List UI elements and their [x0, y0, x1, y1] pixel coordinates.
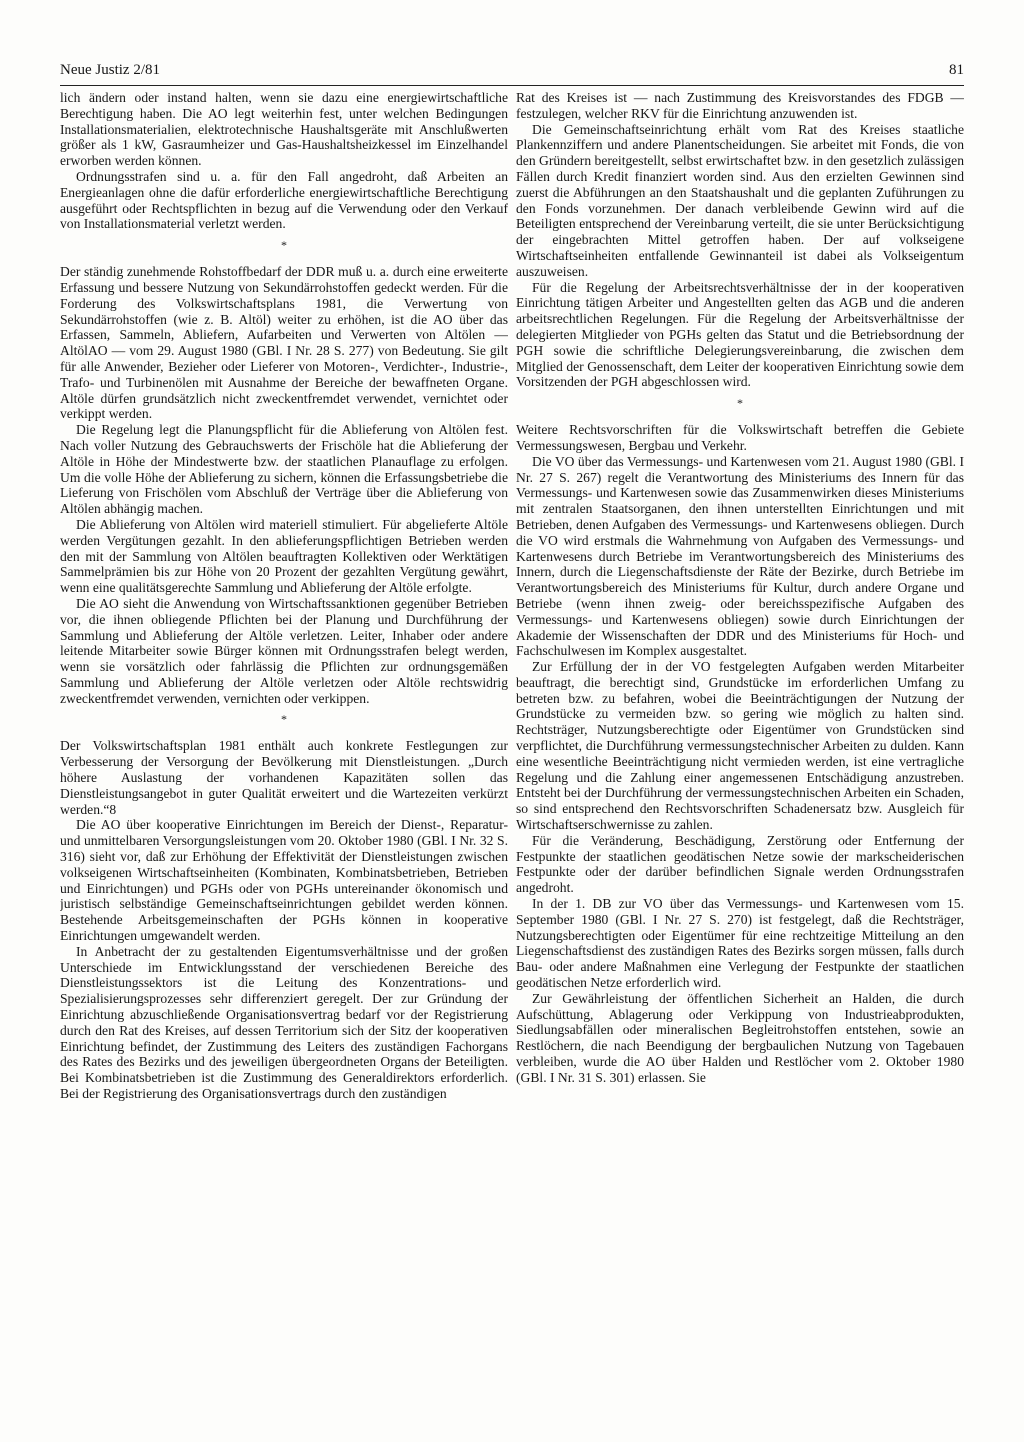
- left-column: [60, 90, 508, 1428]
- paragraph: Rat des Kreises ist — nach Zustimmung des Kreisvorstandes des FDGB — festzulegen, welcher RKV für die Einrichtung anzuwenden ist.: [516, 90, 964, 121]
- paragraph: Weitere Rechtsvorschriften für die Volkswirtschaft betreffen die Gebiete Vermessungswesen, Bergbau und Verkehr.: [516, 422, 964, 453]
- page-number: 81: [949, 62, 964, 78]
- paragraph: Für die Regelung der Arbeitsrechtsverhältnisse der in der kooperativen Einrichtung tätigen Arbeiter und Angestellten gelten das AGB und die anderen arbeitsrechtlichen Regelungen. Für die Regelung der Arbeitsverhältnisse der delegierten Mitglieder von PGHs gelten das Statut und die Betriebsordnung der PGH sowie die schriftliche Delegierungsvereinbarung, die zwischen dem Mitglied der Genossenschaft, dem Leiter der kooperativen Einrichtung sowie dem Vorsitzenden der PGH abgeschlossen wird.: [516, 279, 964, 390]
- paragraph: Zur Erfüllung der in der VO festgelegten Aufgaben werden Mitarbeiter beauftragt, die berechtigt sind, Grundstücke im erforderlichen Umfang zu betreten bzw. zu befahren, wobei die Beeinträchtigungen der Nutzung der Grundstücke zu vermeiden bzw. so gering wie möglich zu halten sind. Rechtsträger, Nutzungsberechtigte oder Eigentümer von Grundstücken sind verpflichtet, die Durchführung vermessungstechnischer Arbeiten zu dulden. Kann eine wesentliche Beeinträchtigung nicht vermieden werden, ist eine vertragliche Regelung und die Zahlung einer angemessenen Entschädigung anzustreben. Entsteht bei der Durchführung der vermessungstechnischen Arbeiten ein Schaden, so sind entsprechend den Rechtsvorschriften Schadenersatz bzw. Ausgleich für Wirtschaftserschwernisse zu zahlen.: [516, 659, 964, 833]
- paragraph: Die VO über das Vermessungs- und Kartenwesen vom 21. August 1980 (GBl. I Nr. 27 S. 267) regelt die Verantwortung des Ministeriums des Innern für das Vermessungs- und Kartenwesen sowie das Zusammenwirken dieses Ministeriums mit zentralen Staatsorganen, den ihnen unterstellten Einrichtungen und mit Betrieben, denen Aufgaben des Vermessungs- und Kartenwesens obliegen. Durch die VO wird erstmals die Wahrnehmung von Aufgaben des Vermessungs- und Kartenwesens durch Betriebe im Verantwortungsbereich des Ministeriums des Innern, durch die Liegenschaftsdienste der Räte der Bezirke, durch Betriebe im Verantwortungsbereich des Ministeriums für Kultur, durch andere Organe und Betriebe (wenn ihnen zweig- oder bereichsspezifische Aufgaben des Vermessungs- und Kartenwesens obliegen) sowie durch Einrichtungen der Akademie der Wissenschaften der DDR und des Ministeriums für Hoch- und Fachschulwesen im Komplex ausgestaltet.: [516, 453, 964, 659]
- text-columns: [60, 90, 964, 1428]
- paragraph: In Anbetracht der zu gestaltenden Eigentumsverhältnisse und der großen Unterschiede im Entwicklungsstand der verschiedenen Bereiche des Dienstleistungssektors ist die Leitung des Konzentrations- und Spezialisierungsprozesses sehr differenziert geregelt. Der zur Gründung der Einrichtung abzuschließende Organisationsvertrag bedarf vor der Registrierung durch den Rat des Kreises, auf dessen Territorium sich der Sitz der kooperativen Einrichtung befindet, der Zustimmung des Leiters des zuständigen Fachorgans des Rates des Bezirks und des jeweiligen übergeordneten Organs der Beteiligten. Bei Kombinatsbetrieben ist die Zustimmung des Generaldirektors erforderlich. Bei der Registrierung des Organisationsvertrags durch den zuständigen: [60, 943, 508, 1102]
- paragraph: lich ändern oder instand halten, wenn sie dazu eine energiewirtschaftliche Berechtigung haben. Die AO legt weiterhin fest, unter welchen Bedingungen Installationsmaterialien, elektrotechnische Haushaltsgeräte mit Anschlußwerten größer als 1 kW, Gasraumheizer und Gas-Haushaltsheizkessel im Einzelhandel erworben werden können.: [60, 90, 508, 169]
- paragraph: In der 1. DB zur VO über das Vermessungs- und Kartenwesen vom 15. September 1980 (GBl. I Nr. 27 S. 270) ist festgelegt, daß die Rechtsträger, Nutzungsberechtigten oder Eigentümer für eine rechtzeitige Mitteilung an den Liegenschaftsdienst des zuständigen Rates des Bezirks sorgen müssen, falls durch Bau- oder andere Maßnahmen eine Verlegung der Festpunkte der staatlichen geodätischen Netze erforderlich wird.: [516, 896, 964, 991]
- paragraph: Zur Gewährleistung der öffentlichen Sicherheit an Halden, die durch Aufschüttung, Ablagerung oder Verkippung von Industrieabprodukten, Siedlungsabfällen oder mineralischen Begleitrohstoffen entstehen, sowie an Restlöchern, die nach Beendigung der bergbaulichen Nutzung von Tagebauen verbleiben, wurde die AO über Halden und Restlöcher vom 2. Oktober 1980 (GBl. I Nr. 31 S. 301) erlassen. Sie: [516, 990, 964, 1085]
- running-header: [60, 62, 964, 84]
- paragraph: Die AO sieht die Anwendung von Wirtschaftssanktionen gegenüber Betrieben vor, die ihnen obliegende Pflichten bei der Planung und Durchführung der Sammlung und Ablieferung der Altöle verletzen. Leiter, Inhaber oder andere leitende Mitarbeiter sowie Bürger können mit Ordnungsstrafen belegt werden, wenn sie vorsätzlich oder fahrlässig die Pflichten zur ordnungsgemäßen Sammlung und Ablieferung der Altöle verletzen oder Altöle rechtswidrig zweckentfremdet verwenden, vernichten oder verkippen.: [60, 595, 508, 706]
- section-separator: *: [281, 712, 287, 727]
- paragraph: Die AO über kooperative Einrichtungen im Bereich der Dienst-, Reparatur- und unmittelbaren Versorgungsleistungen vom 20. Oktober 1980 (GBl. I Nr. 32 S. 316) sieht vor, daß zur Erhöhung der Effektivität der Dienstleistungen zwischen volkseigenen Wirtschaftseinheiten (Kombinaten, Kombinatsbetrieben, Betrieben und Einrichtungen) und PGHs oder von PGHs untereinander ökonomisch und juristisch selbständige Gemeinschaftseinrichtungen gebildet werden können. Bestehende Arbeitsgemeinschaften der PGHs können in kooperative Einrichtungen umgewandelt werden.: [60, 817, 508, 944]
- journal-title: Neue Justiz 2/81: [60, 62, 160, 78]
- section-separator: *: [737, 396, 743, 411]
- paragraph: Für die Veränderung, Beschädigung, Zerstörung oder Entfernung der Festpunkte der staatlichen geodätischen Netze sowie der markscheiderischen Festpunkte oder der darüber befindlichen Signale werden Ordnungsstrafen angedroht.: [516, 832, 964, 896]
- paragraph: Die Gemeinschaftseinrichtung erhält vom Rat des Kreises staatliche Plankennziffern und andere Planentscheidungen. Sie arbeitet mit Fonds, die von den Gründern bereitgestellt, selbst erwirtschaftet bzw. in den gesetzlich zulässigen Fällen durch Kredit finanziert worden sind. Aus den erzielten Gewinnen sind zuerst die Abführungen an den Staatshaushalt und die geplanten Zuführungen zu den Fonds vorzunehmen. Der danach verbleibende Gewinn wird auf die Beteiligten entsprechend der Vereinbarung verteilt, die sie unter Berücksichtigung der eingebrachten Mittel getroffen haben. Der auf volkseigene Wirtschaftseinheiten entfallende Gewinnanteil ist dabei als Volkseigentum auszuweisen.: [516, 121, 964, 279]
- section-separator: *: [281, 238, 287, 253]
- paragraph: Ordnungsstrafen sind u. a. für den Fall angedroht, daß Arbeiten an Energieanlagen ohne die dafür erforderliche energiewirtschaftliche Berechtigung ausgeführt oder Rechtspflichten in bezug auf die Verwendung oder den Verkauf von Installationsmaterial verletzt werden.: [60, 168, 508, 232]
- right-column: [516, 90, 964, 1428]
- paragraph: Der Volkswirtschaftsplan 1981 enthält auch konkrete Festlegungen zur Verbesserung der Versorgung der Bevölkerung mit Dienstleistungen. „Durch höhere Auslastung der vorhandenen Kapazitäten sollen das Dienstleistungsangebot in guter Qualität erweitert und die Wartezeiten verkürzt werden.“8: [60, 738, 508, 817]
- paragraph: Die Regelung legt die Planungspflicht für die Ablieferung von Altölen fest. Nach voller Nutzung des Gebrauchswerts der Frischöle hat die Ablieferung der Altöle in Höhe der Mindestwerte bzw. der staatlichen Planauflage zu erfolgen. Um die volle Höhe der Ablieferung zu sichern, können die Erfassungsbetriebe die Lieferung von Frischölen vom Abschluß der Verträge über die Ablieferung von Altölen abhängig machen.: [60, 422, 508, 517]
- header-rule: [60, 85, 964, 86]
- paragraph: Die Ablieferung von Altölen wird materiell stimuliert. Für abgelieferte Altöle werden Vergütungen gezahlt. In den ablieferungspflichtigen Betrieben werden den mit der Sammlung von Altölen beauftragten Kollektiven oder Werktätigen Sammelprämien bis zur Höhe von 20 Prozent der gezahlten Vergütung gewährt, wenn eine qualitätsgerechte Sammlung und Ablieferung der Altöle erfolgte.: [60, 516, 508, 596]
- paragraph: Der ständig zunehmende Rohstoffbedarf der DDR muß u. a. durch eine erweiterte Erfassung und bessere Nutzung von Sekundärrohstoffen gedeckt werden. Für die Forderung des Volkswirtschaftsplans 1981, die Verwertung von Sekundärrohstoffen (wie z. B. Altöl) weiter zu erhöhen, ist die AO über das Erfassen, Sammeln, Abliefern, Aufarbeiten und Verwerten von Altölen — AltölAO — vom 29. August 1980 (GBl. I Nr. 28 S. 277) von Bedeutung. Sie gilt für alle Anwender, Bezieher oder Lieferer von Motoren-, Verdichter-, Industrie-, Trafo- und Turbinenölen mit Ausnahme der Bereiche der bewaffneten Organe. Altöle dürfen grundsätzlich nicht zweckentfremdet verwendet, vernichtet oder verkippt werden.: [60, 264, 508, 422]
